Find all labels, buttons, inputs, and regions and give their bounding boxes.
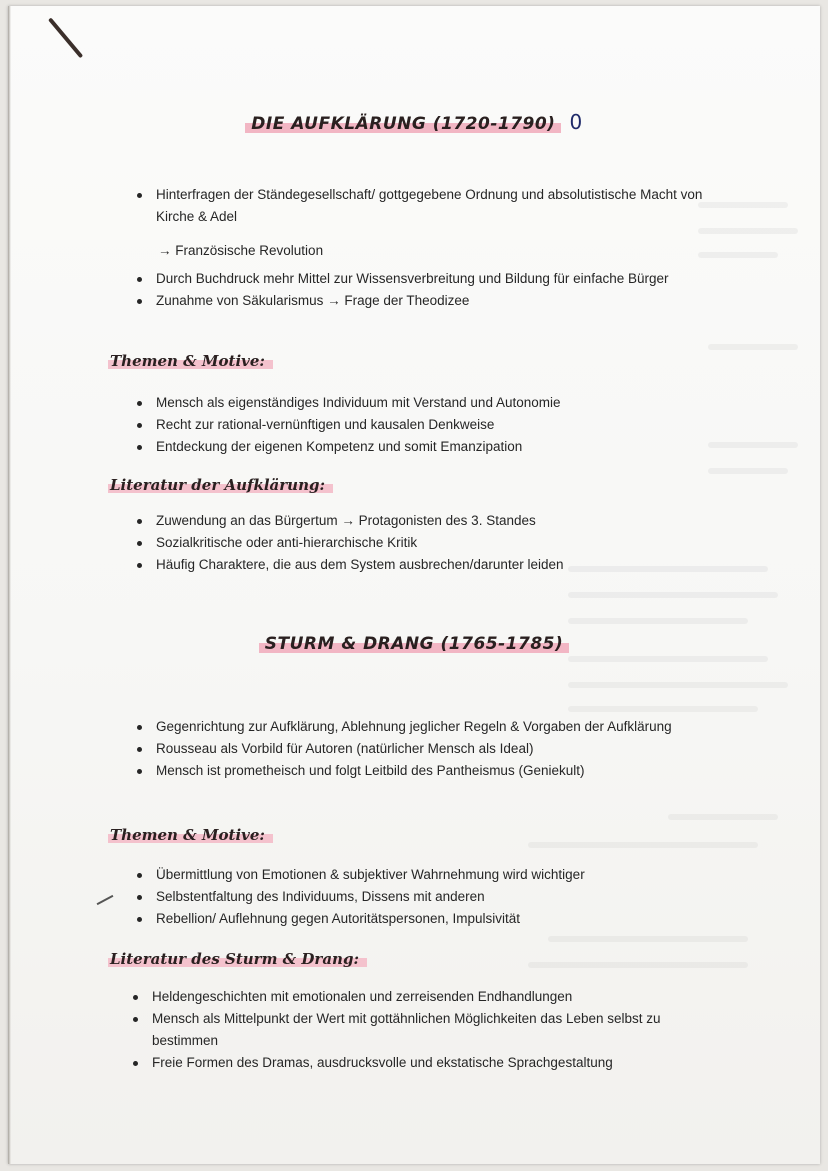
heading-themen-aufklaerung: [108, 352, 273, 370]
heading-literatur-aufklaerung: [108, 476, 333, 494]
list-item: Freie Formen des Dramas, ausdrucksvolle und ekstatische Sprachgestaltung: [130, 1052, 720, 1074]
title-aufklaerung-text: DIE AUFKLÄRUNG (1720-1790): [245, 114, 561, 134]
paper-sheet: [8, 6, 820, 1164]
list-item: Gegenrichtung zur Aufklärung, Ablehnung jeglicher Regeln & Vorgaben der Aufklärung: [134, 716, 694, 738]
aufklaerung-literatur-list: [134, 510, 734, 576]
list-item: Entdeckung der eigenen Kompetenz und somit Emanzipation: [134, 436, 734, 458]
heading-text: Literatur der Aufklärung:: [108, 476, 333, 494]
heading-text: Themen & Motive:: [108, 826, 273, 844]
list-item: Heldengeschichten mit emotionalen und zerreisenden Endhandlungen: [130, 986, 720, 1008]
heading-literatur-sturm: [108, 950, 367, 968]
sub-note-revolution: → Französische Revolution: [158, 243, 324, 258]
title-sturm-drang: [8, 634, 820, 654]
aufklaerung-bullets-2: [134, 268, 714, 312]
heading-themen-sturm: [108, 826, 273, 844]
title-sturm-drang-text: STURM & DRANG (1765-1785): [259, 634, 570, 654]
list-item: Recht zur rational-vernünftigen und kausalen Denkweise: [134, 414, 734, 436]
sturm-literatur-list: [130, 986, 720, 1074]
list-item: Rebellion/ Auflehnung gegen Autoritätspersonen, Impulsivität: [134, 908, 734, 930]
pen-mark: [48, 17, 83, 58]
list-item: Häufig Charaktere, die aus dem System ausbrechen/darunter leiden: [134, 554, 734, 576]
list-item: Zunahme von Säkularismus → Frage der Theodizee: [134, 290, 714, 312]
pencil-tick: [97, 895, 114, 905]
list-item: Übermittlung von Emotionen & subjektiver Wahrnehmung wird wichtiger: [134, 864, 734, 886]
heading-text: Themen & Motive:: [108, 352, 273, 370]
heading-text: Literatur des Sturm & Drang:: [108, 950, 367, 968]
list-item: Mensch als Mittelpunkt der Wert mit gottähnlichen Möglichkeiten das Leben selbst zu bestimmen: [130, 1008, 720, 1052]
list-item: Durch Buchdruck mehr Mittel zur Wissensverbreitung und Bildung für einfache Bürger: [134, 268, 714, 290]
list-item: Rousseau als Vorbild für Autoren (natürlicher Mensch als Ideal): [134, 738, 694, 760]
title-annotation: 0: [569, 110, 583, 134]
aufklaerung-themen-list: [134, 392, 734, 458]
title-aufklaerung: [8, 110, 820, 134]
sturm-themen-list: [134, 864, 734, 930]
sturm-bullets: [134, 716, 694, 782]
list-item: Sozialkritische oder anti-hierarchische Kritik: [134, 532, 734, 554]
list-item: Zuwendung an das Bürgertum → Protagonisten des 3. Standes: [134, 510, 734, 532]
list-item: Hinterfragen der Ständegesellschaft/ gottgegebene Ordnung und absolutistische Macht von Kirche & Adel: [134, 184, 714, 228]
aufklaerung-bullets-1: [134, 184, 714, 228]
list-item: Mensch als eigenständiges Individuum mit Verstand und Autonomie: [134, 392, 734, 414]
list-item: Mensch ist prometheisch und folgt Leitbild des Pantheismus (Geniekult): [134, 760, 694, 782]
list-item: Selbstentfaltung des Individuums, Dissens mit anderen: [134, 886, 734, 908]
